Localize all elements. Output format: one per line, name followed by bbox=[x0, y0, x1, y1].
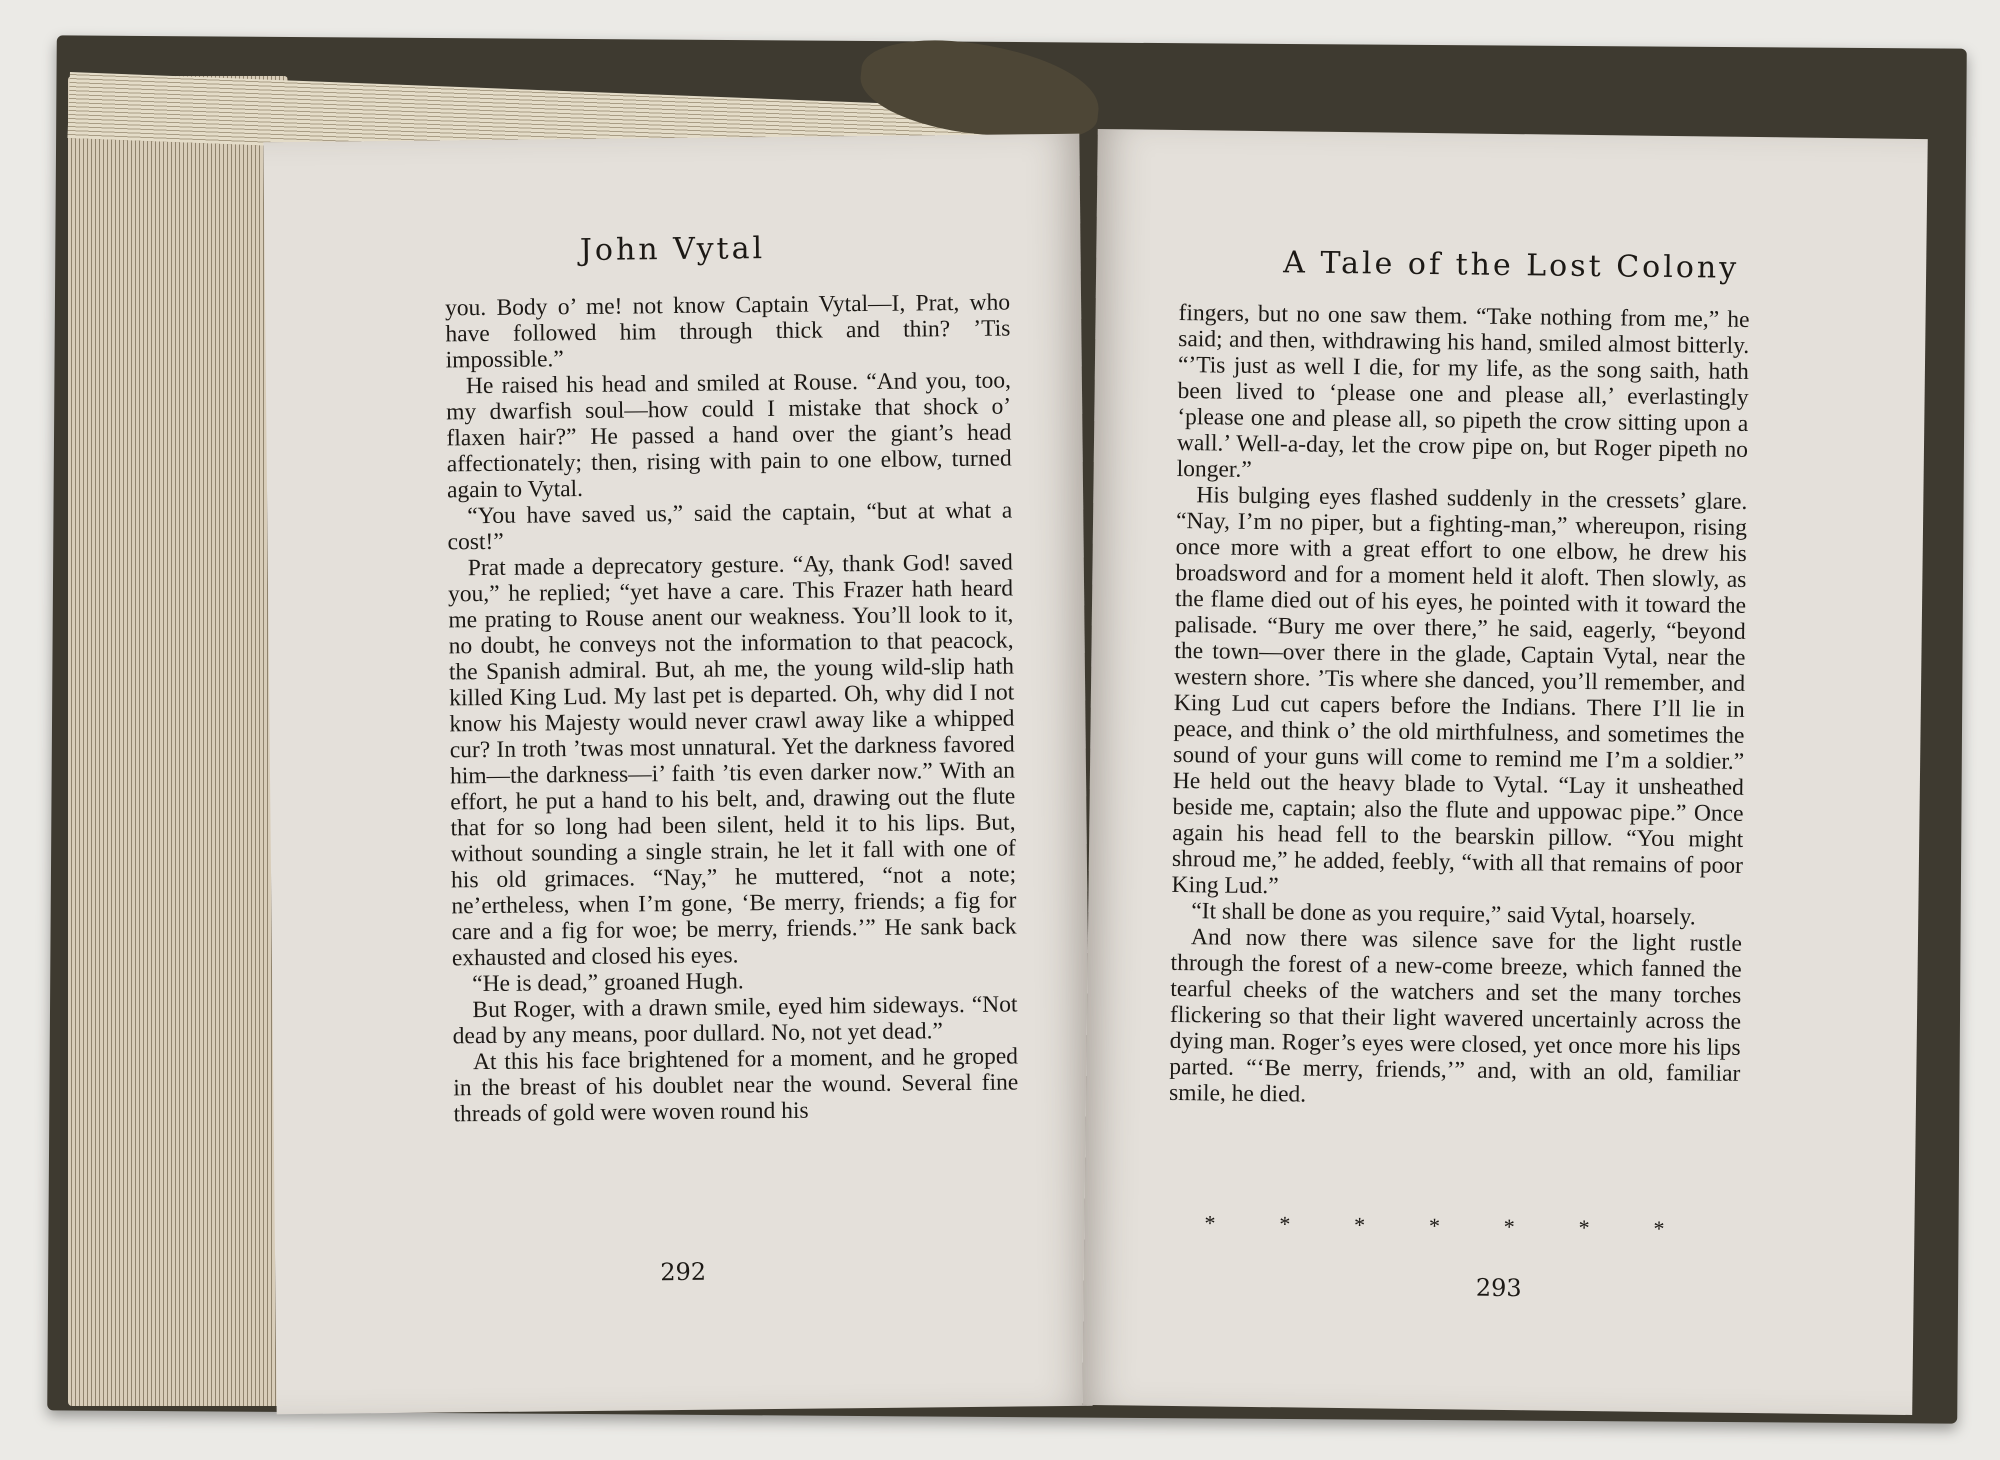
running-head-left: John Vytal bbox=[579, 231, 766, 268]
asterisk: * bbox=[1503, 1214, 1515, 1240]
asterisk: * bbox=[1578, 1214, 1590, 1241]
paragraph: At this his face brightened for a moment, and he groped in the breast of his doublet near the wound. Several fine threads of gold were woven round his bbox=[453, 1043, 1019, 1128]
left-page-text bbox=[445, 289, 1019, 1127]
paragraph: But Roger, with a drawn smile, eyed him sideways. “Not dead by any means, poor dullard. No, not yet dead.” bbox=[452, 991, 1018, 1050]
paragraph: you. Body o’ me! not know Captain Vytal—I, Prat, who have followed him through thick and thin? ’Tis impossible.” bbox=[444, 289, 1011, 374]
right-page bbox=[1082, 129, 1928, 1415]
paragraph: Prat made a deprecatory gesture. “Ay, thank God! saved you,” he replied; “yet have a care. This Frazer hath heard me prating to Rouse anent our weakness. You’ll look to it, no doubt, he conveys not the information to that peacock, the Spanish admiral. But, ah me, the young wild-slip hath killed King Lud. My last pet is departed. Oh, why did I not know his Majesty would never crawl away like a whipped cur? In troth ’twas most unnatural. Yet the darkness favored him—the darkness—i’ faith ’tis even darker now.” With an effort, he put a hand to his belt, and, drawing out the flute that for so long had been silent, held it to his lips. But, without sounding a single strain, he let it fall with one of his old grimaces. “Nay,” he muttered, “not a note; ne’ertheless, when I’m gone, ‘Be merry, friends; a fig for care and a fig for woe; be merry, friends.’” He sank back exhausted and closed his eyes. bbox=[447, 549, 1017, 972]
running-head-right: A Tale of the Lost Colony bbox=[1283, 245, 1740, 286]
asterisk: * bbox=[1428, 1213, 1441, 1239]
paragraph: “He is dead,” groaned Hugh. bbox=[472, 968, 744, 998]
paragraph: “It shall be done as you require,” said Vytal, hoarsely. bbox=[1191, 898, 1696, 931]
left-page bbox=[263, 134, 1092, 1414]
page-block-edge bbox=[68, 76, 288, 1406]
paragraph: And now there was silence save for the light rustle through the forest of a new-come breeze, which fanned the tearful cheeks of the watchers and set the many torches flickering so that their light wavered uncertainly across the dying man. Roger’s eyes were closed, yet once more his lips parted. “‘Be merry, friends,’” and, with an old, familiar smile, he died. bbox=[1168, 924, 1743, 1108]
asterisk: * bbox=[1204, 1210, 1216, 1236]
paragraph: His bulging eyes flashed suddenly in the cressets’ glare. “Nay, I’m no piper, but a fighting-man,” whereupon, rising once more with a great effort to one elbow, he drew his broadsword and for a moment held it aloft. Then slowly, as the flame died out of his eyes, he pointed with it toward the palisade. “Bury me over there,” he said, eagerly, “beyond the town—over there in the glade, Captain Vytal, near the western shore. ’Tis where she danced, you’ll remember, and King Lud cut capers before the Indians. There I’ll lie in peace, and think o’ the old mirthfulness, and sometimes the sound of your guns will come to remind me I’m a soldier.” He held out the heavy blade to Vytal. “Lay it unsheathed beside me, captain; also the flute and uppowac pipe.” Once again his head fell to the bearskin pillow. “You might shroud me,” he added, feebly, “with all that remains of poor King Lud.” bbox=[1171, 482, 1748, 900]
asterisk: * bbox=[1353, 1212, 1366, 1238]
paragraph: He raised his head and smiled at Rouse. “And you, too, my dwarfish soul—how could I mistake that shock o’ flaxen hair?” He passed a hand over the giant’s head affectionately; then, rising with pain to one elbow, turned again to Vytal. bbox=[446, 367, 1012, 504]
page-number-left: 292 bbox=[660, 1257, 707, 1287]
paragraph: “You have saved us,” said the captain, “but at what a cost!” bbox=[447, 497, 1013, 556]
page-number-right: 293 bbox=[1475, 1273, 1522, 1303]
paragraph: fingers, but no one saw them. “Take nothing from me,” he said; and then, withdrawing his hand, smiled almost bitterly. “’Tis just as well I die, for my life, as the song saith, hath been lived to ‘please one and please all,’ everlastingly ‘please one and please all, so pipeth the crow sitting upon a wall.’ Well-a-day, let the crow pipe on, but Roger pipeth no longer.” bbox=[1176, 299, 1750, 483]
asterisk: * bbox=[1279, 1211, 1291, 1237]
asterisk: * bbox=[1653, 1215, 1665, 1241]
section-break bbox=[1204, 1210, 1664, 1242]
right-page-text bbox=[1169, 300, 1750, 1113]
